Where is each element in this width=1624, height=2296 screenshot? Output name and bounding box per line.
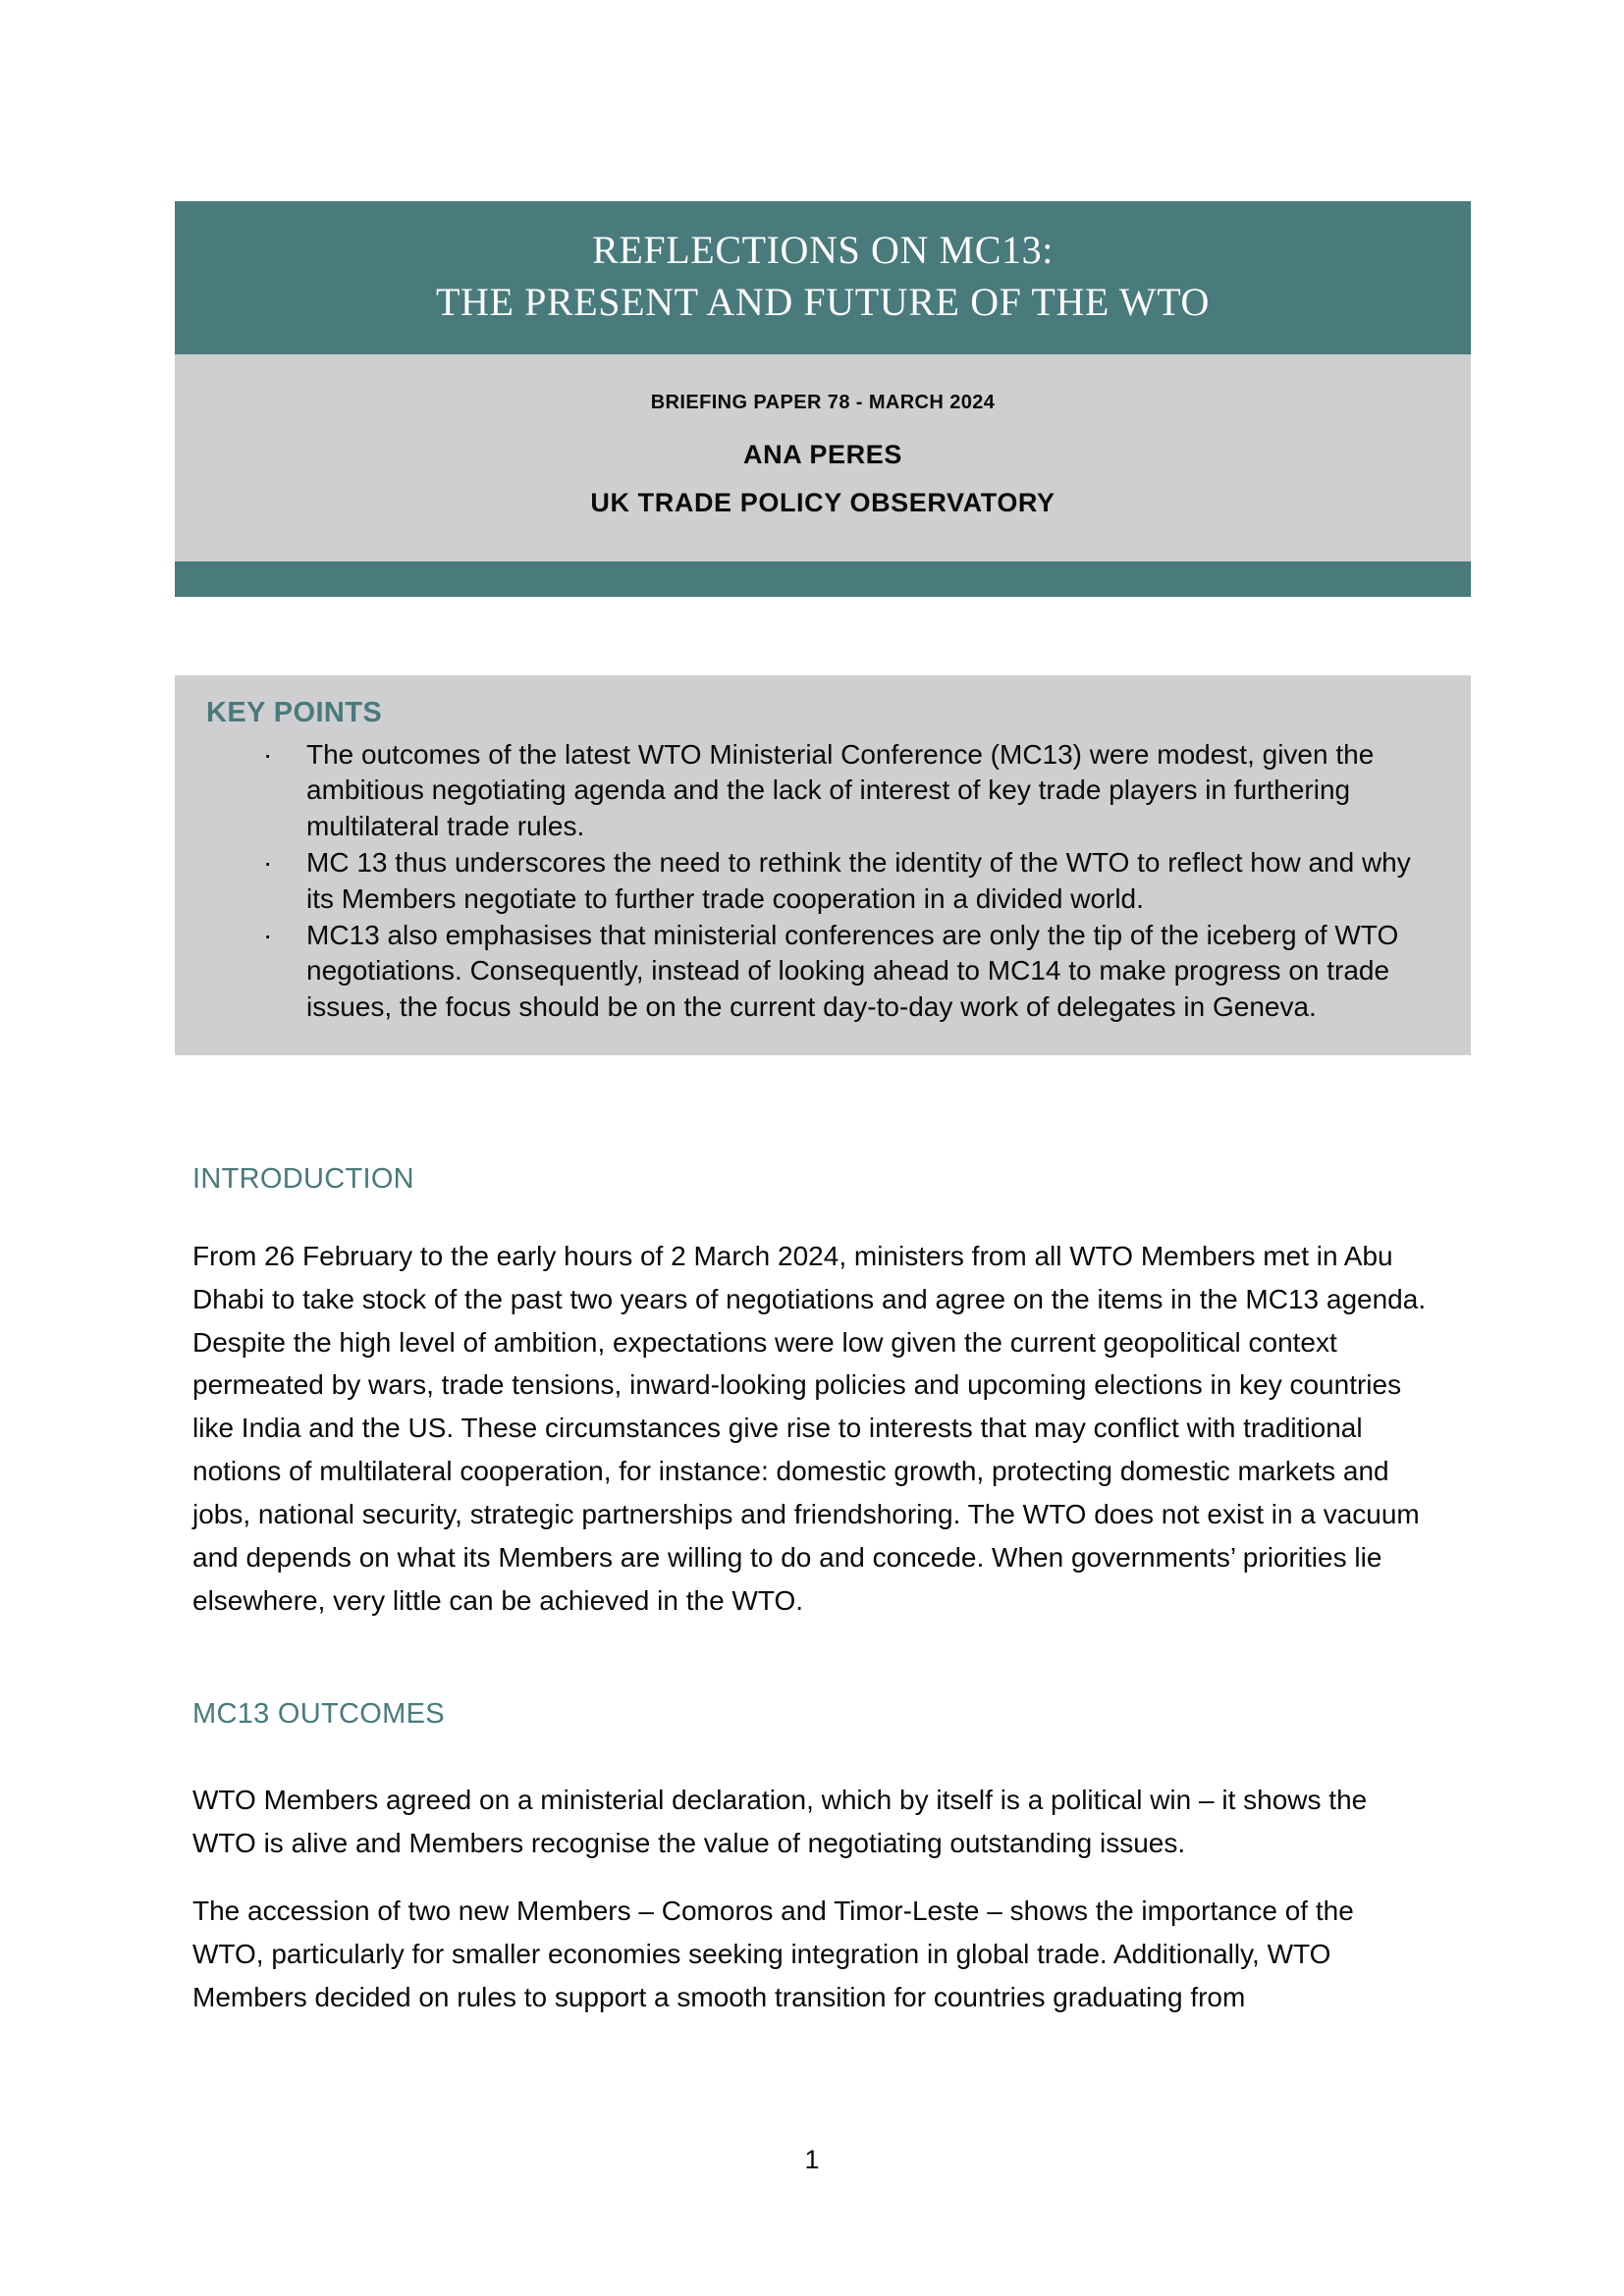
title-line-2: THE PRESENT AND FUTURE OF THE WTO — [435, 279, 1210, 324]
key-points-heading: KEY POINTS — [206, 697, 383, 728]
paragraph-introduction: From 26 February to the early hours of 2 March 2024, ministers from all WTO Members met in Abu Dhabi to take stock of the past two years of negotiations and agree on the items in the MC13 agenda. Despite the high level of ambition, expectations were low given the current geopolitical context permeated by wars, trade tensions, inward-looking policies and upcoming elections in key countries like India and the US. These circumstances give rise to interests that may conflict with traditional notions of multilateral cooperation, for instance: domestic growth, protecting domestic markets and jobs, national security, strategic partnerships and friendshoring. The WTO does not exist in a vacuum and depends on what its Members are willing to do and concede. When governments’ priorities lie elsewhere, very little can be achieved in the WTO. — [192, 1241, 1427, 1616]
masthead-title-banner — [175, 201, 1471, 354]
bullet-glyph-icon: · — [263, 919, 273, 950]
list-item — [204, 737, 1441, 844]
bullet-glyph-icon: · — [263, 739, 273, 770]
author-name: ANA PERES — [743, 439, 902, 469]
bullet-glyph-icon: · — [263, 847, 273, 879]
list-item — [204, 845, 1441, 917]
page-number: 1 — [804, 2145, 820, 2174]
paragraph-outcomes-2: The accession of two new Members – Comoros and Timor-Leste – shows the importance of the WTO, particularly for smaller economies seeking integration in global trade. Additionally, WTO Members decided on rules to support a smooth transition for countries graduating from — [192, 1896, 1354, 2012]
list-item — [204, 918, 1441, 1025]
key-points-list — [204, 737, 1441, 1025]
masthead-bottom-bar — [175, 561, 1471, 597]
list-item-text: MC13 also emphasises that ministerial conferences are only the tip of the iceberg of WTO negotiations. Consequently, instead of looking ahead to MC14 to make progress on trade issues, the focus should be on the current day-to-day work of delegates in Geneva. — [306, 919, 1399, 1022]
key-points-box — [175, 675, 1471, 1055]
organisation-name: UK TRADE POLICY OBSERVATORY — [590, 487, 1056, 517]
list-item-text: MC 13 thus underscores the need to rethink the identity of the WTO to reflect how and why its Members negotiate to further trade cooperation in a divided world. — [306, 847, 1411, 914]
masthead — [175, 201, 1471, 597]
paragraph-outcomes-1: WTO Members agreed on a ministerial declaration, which by itself is a political win – it shows the WTO is alive and Members recognise the value of negotiating outstanding issues. — [192, 1785, 1368, 1858]
section-heading-introduction: INTRODUCTION — [192, 1163, 414, 1195]
briefing-paper-line: BRIEFING PAPER 78 - MARCH 2024 — [650, 391, 996, 413]
masthead-subtitle-panel — [175, 354, 1471, 561]
list-item-text: The outcomes of the latest WTO Ministerial Conference (MC13) were modest, given the ambitious negotiating agenda and the lack of interest of key trade players in furthering multilateral trade rules. — [306, 739, 1375, 841]
title-line-1: REFLECTIONS ON MC13: — [592, 228, 1054, 272]
section-heading-mc13-outcomes: MC13 OUTCOMES — [192, 1698, 445, 1730]
